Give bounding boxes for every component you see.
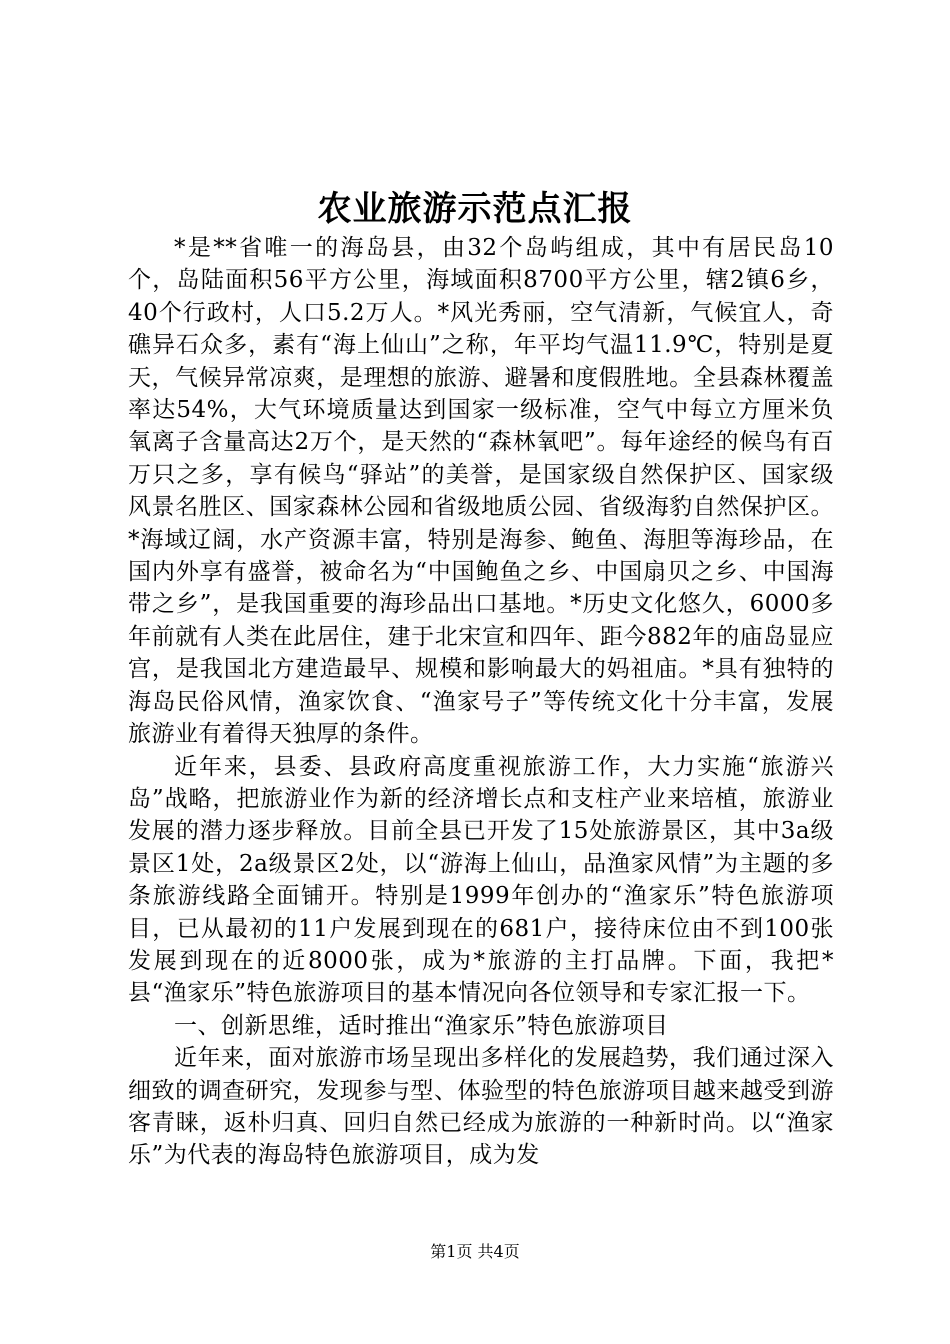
document-body <box>128 232 834 1172</box>
document-title: 农业旅游示范点汇报 <box>317 189 633 229</box>
paragraph-section-1: 近年来，面对旅游市场呈现出多样化的发展趋势，我们通过深入细致的调查研究，发现参与型、体验型的特色旅游项目越来越受到游客青睐，返朴归真、回归自然已经成为旅游的一种新时尚。以“渔家乐”为代表的海岛特色旅游项目，成为发 <box>128 1045 834 1169</box>
paragraph-intro: *是**省唯一的海岛县，由32个岛屿组成，其中有居民岛10个，岛陆面积56平方公里，海域面积8700平方公里，辖2镇6乡，40个行政村，人口5.2万人。*风光秀丽，空气清新，气候宜人，奇礁异石众多，素有“海上仙山”之称，年平均气温11.9℃，特别是夏天，气候异常凉爽，是理想的旅游、避暑和度假胜地。全县森林覆盖率达54%，大气环境质量达到国家一级标准，空气中每立方厘米负氧离子含量高达2万个，是天然的“森林氧吧”。每年途经的候鸟有百万只之多，享有候鸟“驿站”的美誉，是国家级自然保护区、国家级风景名胜区、国家森林公园和省级地质公园、省级海豹自然保护区。*海域辽阔，水产资源丰富，特别是海参、鲍鱼、海胆等海珍品，在国内外享有盛誉，被命名为“中国鲍鱼之乡、中国扇贝之乡、中国海带之乡”，是我国重要的海珍品出口基地。*历史文化悠久，6000多年前就有人类在此居住，建于北宋宣和四年、距今882年的庙岛显应宫，是我国北方建造最早、规模和影响最大的妈祖庙。*具有独特的海岛民俗风情，渔家饮食、“渔家号子”等传统文化十分丰富，发展旅游业有着得天独厚的条件。 <box>128 235 834 748</box>
section-heading-1: 一、创新思维，适时推出“渔家乐”特色旅游项目 <box>174 1012 669 1039</box>
page-footer: 第1页 共4页 <box>430 1242 520 1261</box>
paragraph-development: 近年来，县委、县政府高度重视旅游工作，大力实施“旅游兴岛”战略，把旅游业作为新的经济增长点和支柱产业来培植，旅游业发展的潜力逐步释放。目前全县已开发了15处旅游景区，其中3a级景区1处，2a级景区2处，以“游海上仙山，品渔家风情”为主题的多条旅游线路全面铺开。特别是1999年创办的“渔家乐”特色旅游项目，已从最初的11户发展到现在的681户，接待床位由不到100张发展到现在的近8000张，成为*旅游的主打品牌。下面，我把*县“渔家乐”特色旅游项目的基本情况向各位领导和专家汇报一下。 <box>128 753 834 1007</box>
